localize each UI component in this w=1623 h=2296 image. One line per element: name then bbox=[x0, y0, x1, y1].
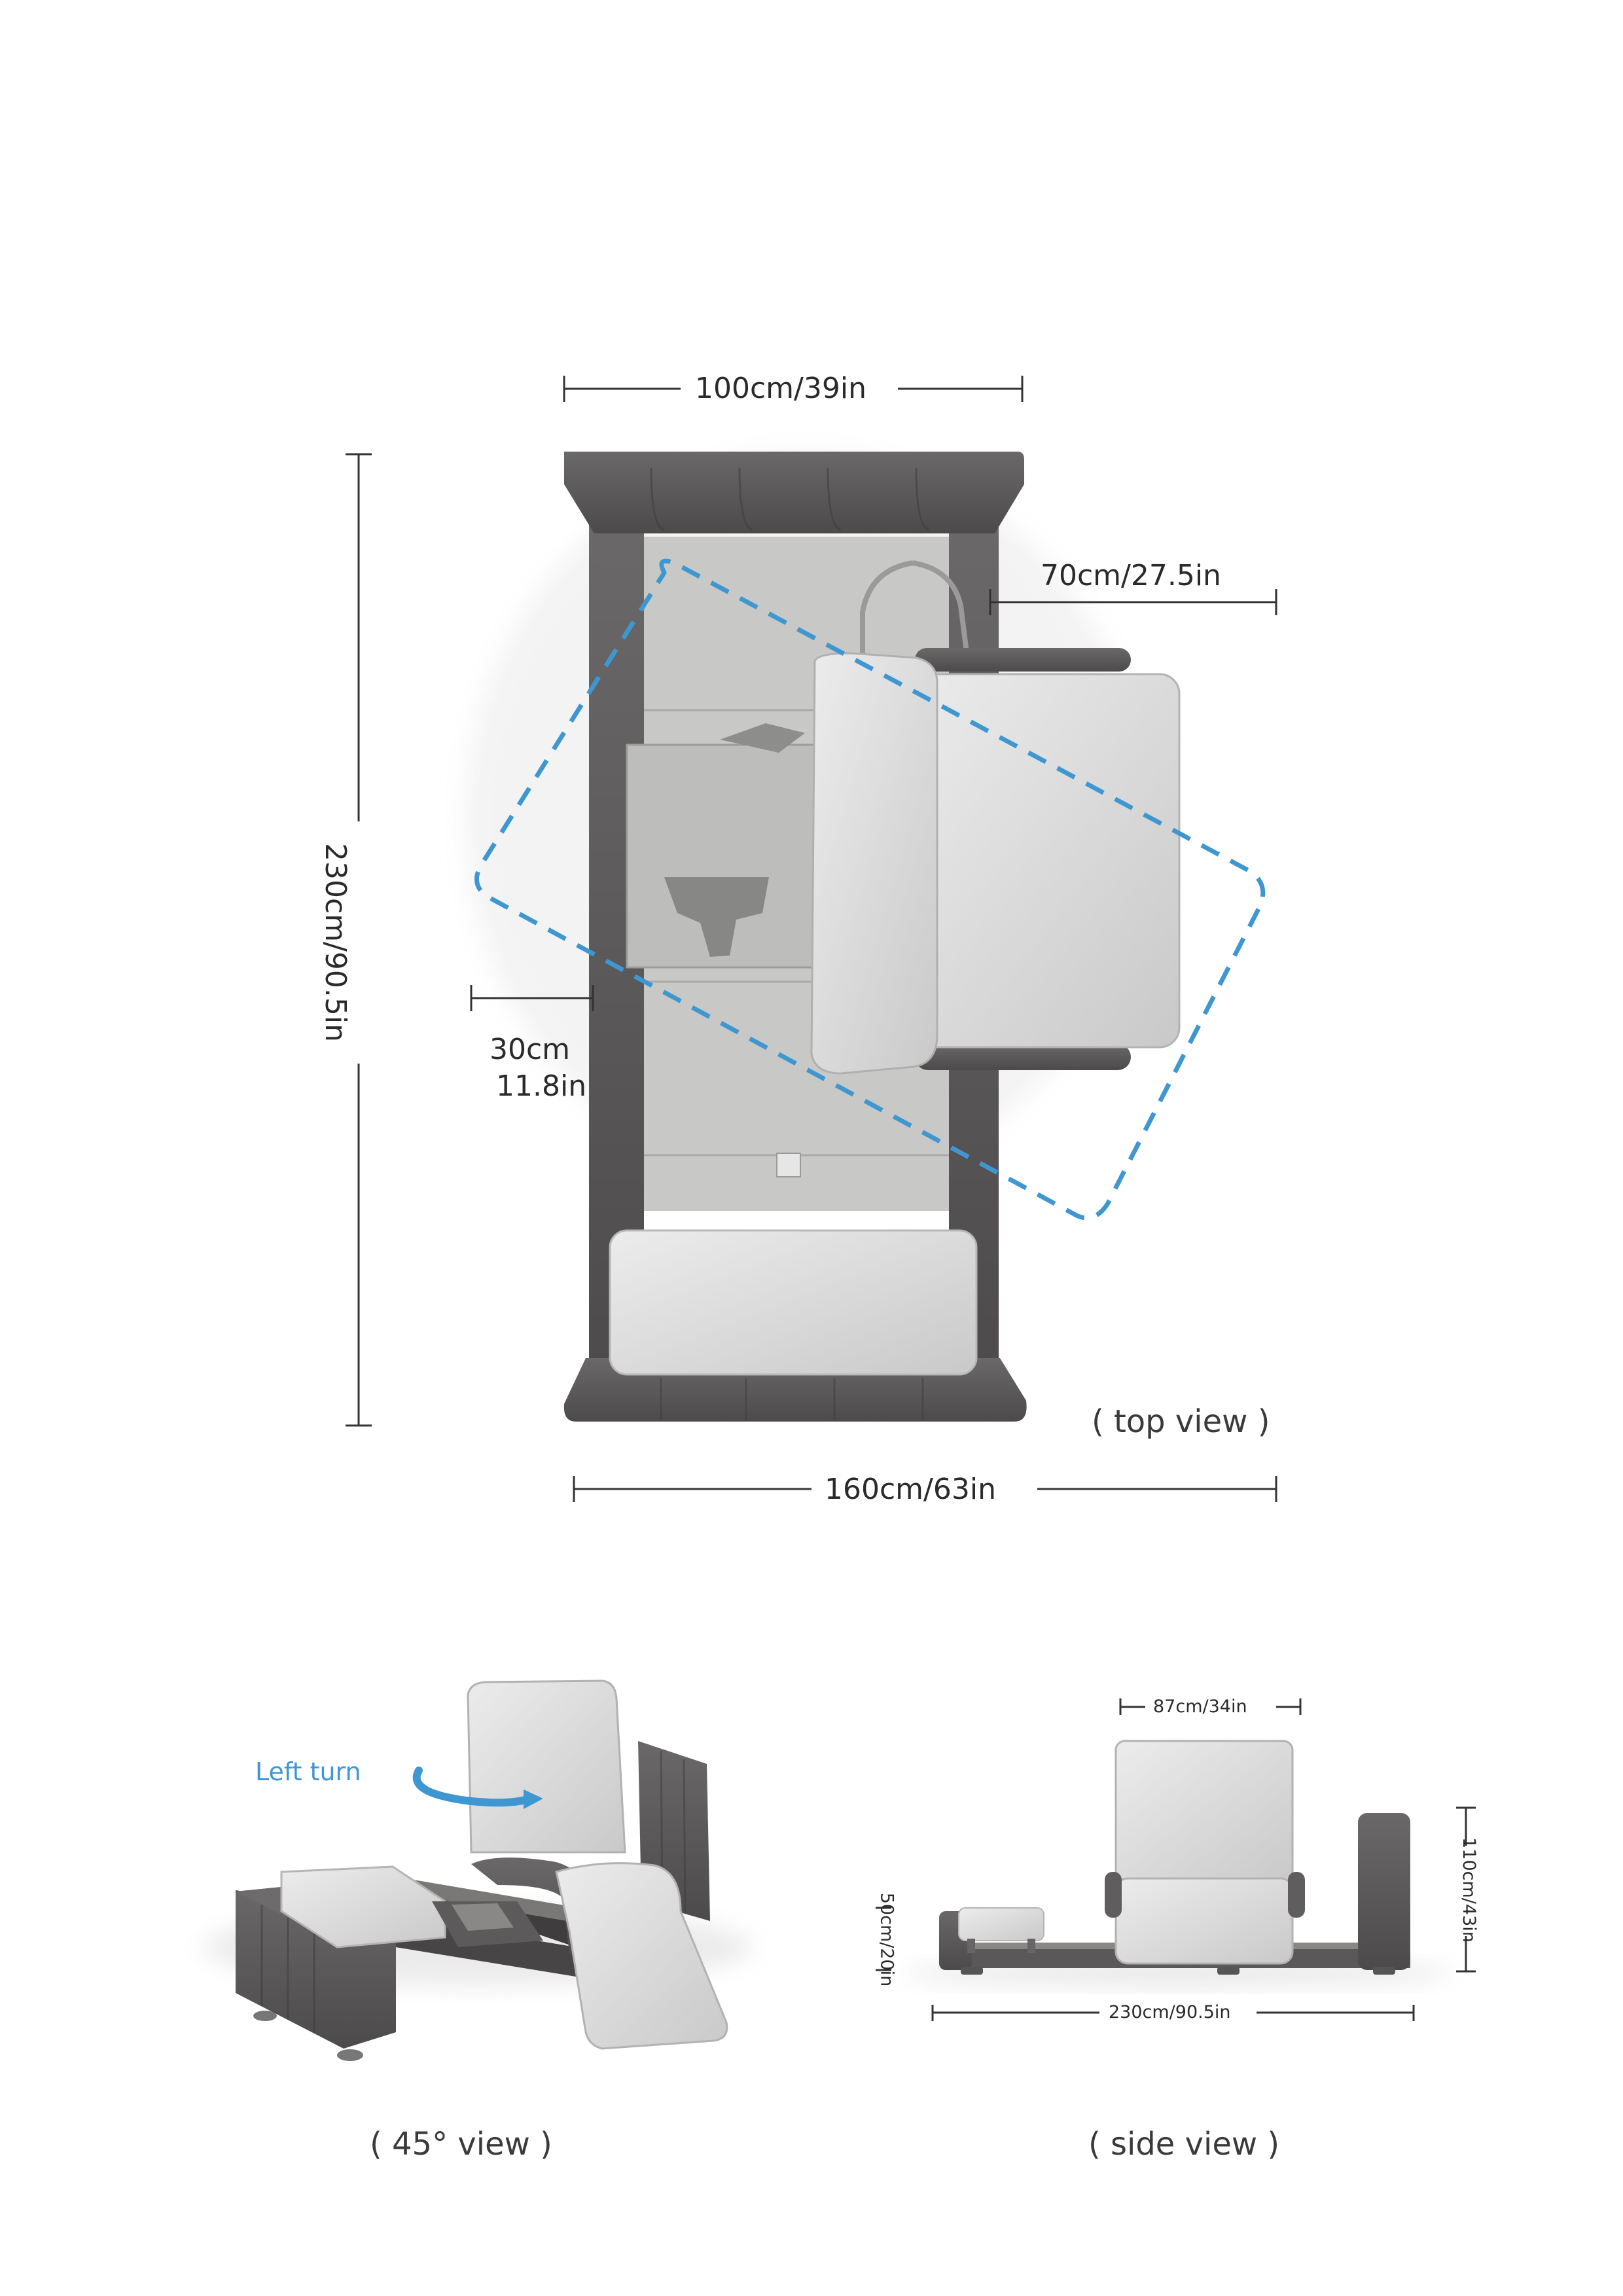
chair-seat bbox=[902, 674, 1179, 1047]
iso-view bbox=[203, 1681, 753, 2061]
side-view bbox=[876, 1698, 1479, 2021]
side-view-caption: ( side view ) bbox=[1088, 2126, 1280, 2162]
chair-backrest bbox=[812, 653, 937, 1073]
iso-view-caption: ( 45° view ) bbox=[370, 2126, 552, 2162]
left-turn-label: Left turn bbox=[255, 1757, 361, 1786]
armrest-upper bbox=[915, 648, 1131, 672]
iso-chair-backrest bbox=[468, 1681, 625, 1852]
dim-back-height: 110cm/43in bbox=[1458, 1837, 1479, 1943]
top-view-caption: ( top view ) bbox=[1092, 1403, 1270, 1440]
dim-clearance-line2: 11.8in bbox=[496, 1069, 587, 1103]
dim-side-extension: 70cm/27.5in bbox=[1041, 559, 1221, 592]
dim-top-width: 100cm/39in bbox=[695, 372, 866, 405]
headboard bbox=[564, 452, 1024, 533]
dim-total-height: 230cm/90.5in bbox=[318, 843, 352, 1042]
side-leg-cushion bbox=[959, 1908, 1044, 1941]
floor-latch bbox=[777, 1153, 800, 1177]
leg-rest-cushion bbox=[610, 1230, 976, 1374]
dim-seat-width: 87cm/34in bbox=[1153, 1696, 1247, 1717]
top-view bbox=[346, 372, 1276, 1506]
side-chair-seat bbox=[1116, 1878, 1293, 1964]
dim-rotation-width: 160cm/63in bbox=[825, 1473, 996, 1506]
dim-total-length: 230cm/90.5in bbox=[1109, 2002, 1231, 2022]
side-chair-backrest bbox=[1116, 1741, 1293, 1882]
side-headboard bbox=[1358, 1813, 1410, 1970]
dim-clearance-line1: 30cm bbox=[490, 1033, 571, 1066]
dim-seat-height: 50cm/20in bbox=[876, 1892, 897, 1987]
